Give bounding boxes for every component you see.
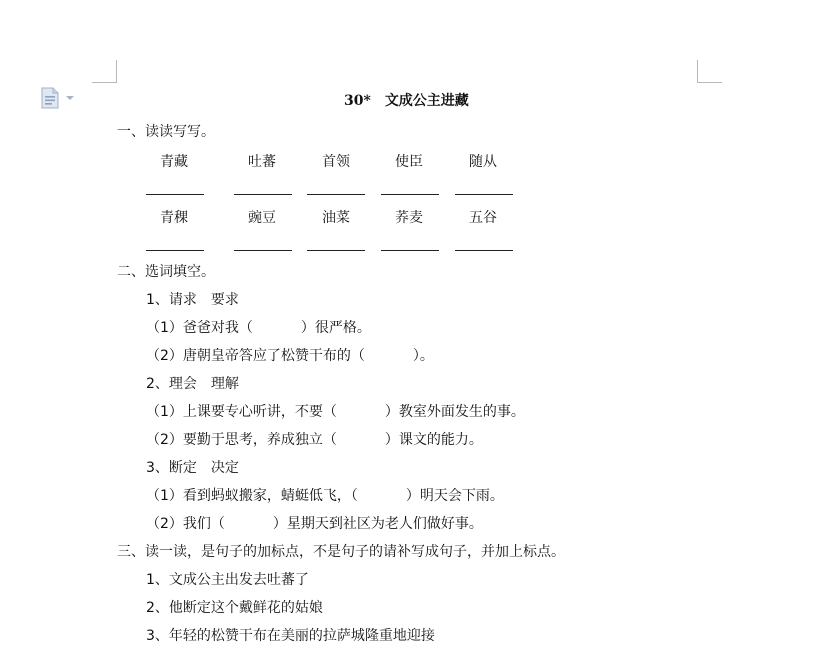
answer-blank[interactable] (146, 250, 204, 251)
fill-blank-question: （1）上课要专心听讲，不要（ ）教室外面发生的事。 (146, 404, 525, 420)
section-heading-2: 二、选词填空。 (117, 264, 215, 280)
crop-mark-top-left (92, 60, 117, 83)
fill-blank-question: （2）我们（ ）星期天到社区为老人们做好事。 (146, 516, 483, 532)
vocab-word: 荞麦 (395, 210, 423, 226)
fill-blank-question: （2）唐朝皇帝答应了松赞干布的（ ）。 (146, 348, 434, 364)
lesson-title: 文成公主进藏 (384, 93, 469, 109)
vocab-word: 青藏 (160, 154, 188, 170)
vocab-word: 吐蕃 (248, 154, 276, 170)
answer-blank[interactable] (307, 250, 365, 251)
section-heading-1: 一、读读写写。 (117, 124, 215, 140)
answer-blank[interactable] (381, 194, 439, 195)
chevron-down-icon (66, 96, 74, 100)
fill-blank-question: （2）要勤于思考，养成独立（ ）课文的能力。 (146, 432, 483, 448)
answer-blank[interactable] (234, 194, 292, 195)
document-menu-button[interactable] (40, 87, 74, 109)
vocab-word: 五谷 (469, 210, 497, 226)
document-icon (40, 87, 60, 109)
answer-blank[interactable] (234, 250, 292, 251)
vocab-word: 青稞 (160, 210, 188, 226)
fill-blank-question: （1）爸爸对我（ ）很严格。 (146, 320, 371, 336)
section-heading-3: 三、读一读，是句子的加标点，不是句子的请补写成句子，并加上标点。 (117, 544, 565, 560)
answer-blank[interactable] (381, 250, 439, 251)
answer-blank[interactable] (455, 194, 513, 195)
vocab-word: 首领 (322, 154, 350, 170)
answer-blank[interactable] (146, 194, 204, 195)
vocab-word: 油菜 (322, 210, 350, 226)
fill-blank-question: （1）看到蚂蚁搬家，蜻蜓低飞，（ ）明天会下雨。 (146, 488, 504, 504)
answer-blank[interactable] (455, 250, 513, 251)
sentence-item: 1、文成公主出发去吐蕃了 (146, 572, 309, 588)
lesson-number: 30* (344, 93, 371, 109)
word-pair-label: 2、理会 理解 (146, 376, 239, 392)
sentence-item: 2、他断定这个戴鲜花的姑娘 (146, 600, 323, 616)
vocab-word: 随从 (469, 154, 497, 170)
sentence-item: 3、年轻的松赞干布在美丽的拉萨城隆重地迎接 (146, 628, 435, 644)
word-pair-label: 1、请求 要求 (146, 292, 239, 308)
crop-mark-top-right (697, 60, 722, 83)
answer-blank[interactable] (307, 194, 365, 195)
vocab-word: 豌豆 (248, 210, 276, 226)
word-pair-label: 3、断定 决定 (146, 460, 239, 476)
document-title (344, 90, 469, 110)
vocab-word: 使臣 (395, 154, 423, 170)
